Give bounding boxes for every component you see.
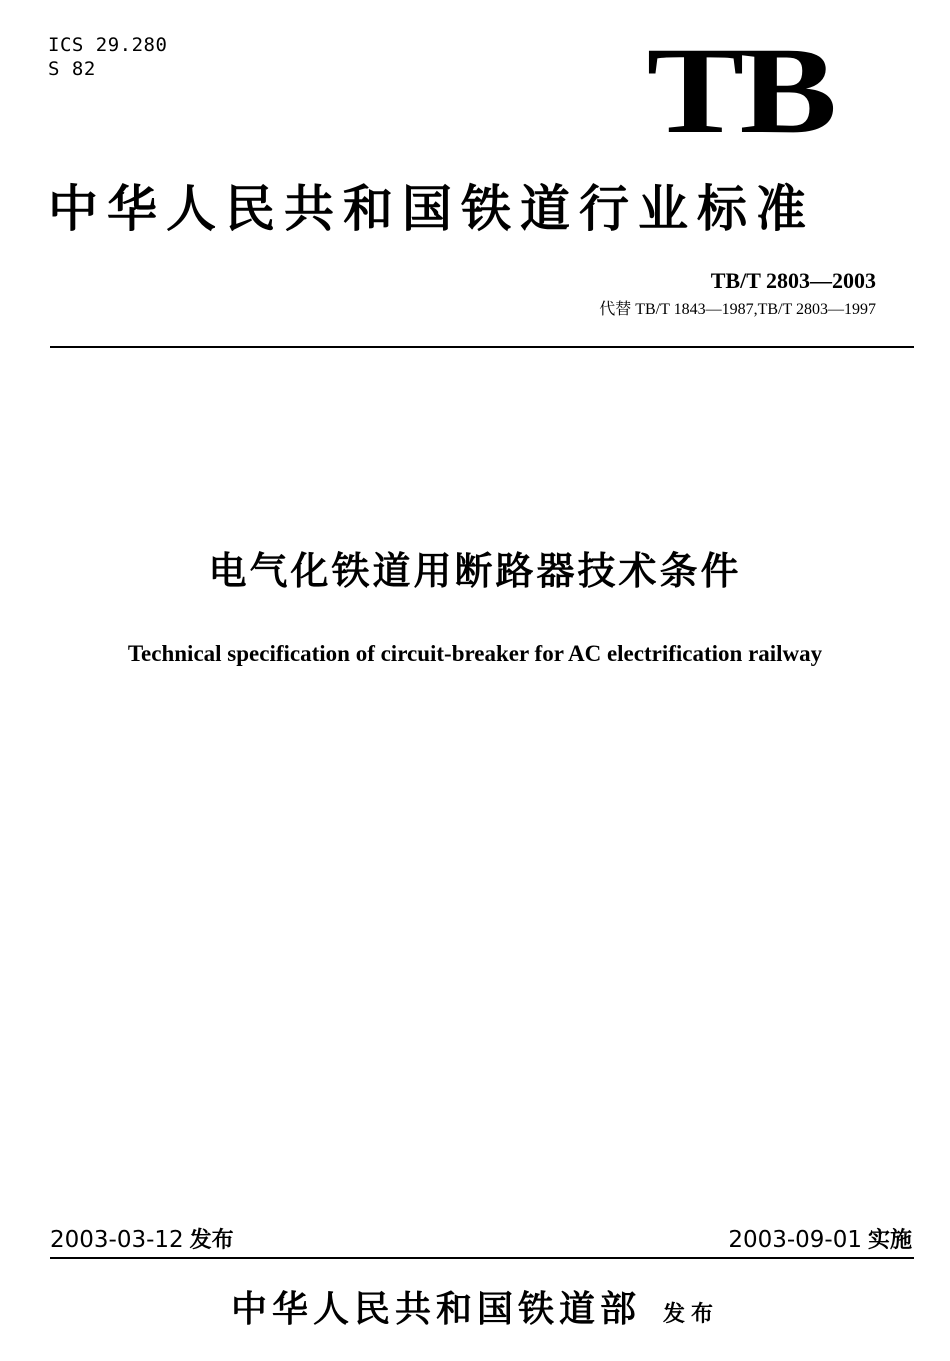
issue-date: 2003-03-12 — [50, 1227, 184, 1253]
implementation-date: 2003-09-01 — [728, 1227, 862, 1253]
publisher-line — [0, 1286, 950, 1332]
standard-number: TB/T 2803—2003 — [710, 268, 876, 293]
publisher-name: 中华人民共和国铁道部 — [230, 1288, 641, 1330]
ccs-code: S 82 — [48, 58, 96, 80]
footer-divider — [50, 1257, 914, 1259]
document-title-english: Technical specification of circuit-breaker for AC electrification railway — [127, 641, 823, 666]
header-divider — [50, 346, 914, 348]
ics-code: ICS 29.280 — [48, 34, 168, 56]
industry-title: 中华人民共和国铁道行业标准 — [48, 179, 815, 238]
implementation-date-line — [728, 1226, 912, 1255]
replaces-standards: 代替 TB/T 1843—1987,TB/T 2803—1997 — [599, 301, 876, 318]
document-title-chinese: 电气化铁道用断路器技术条件 — [208, 549, 742, 593]
implementation-label: 实施 — [867, 1228, 912, 1253]
issue-date-line — [50, 1226, 234, 1255]
issue-label: 发布 — [189, 1228, 234, 1253]
publisher-suffix: 发布 — [663, 1302, 720, 1327]
tb-logo: TB — [646, 22, 832, 159]
